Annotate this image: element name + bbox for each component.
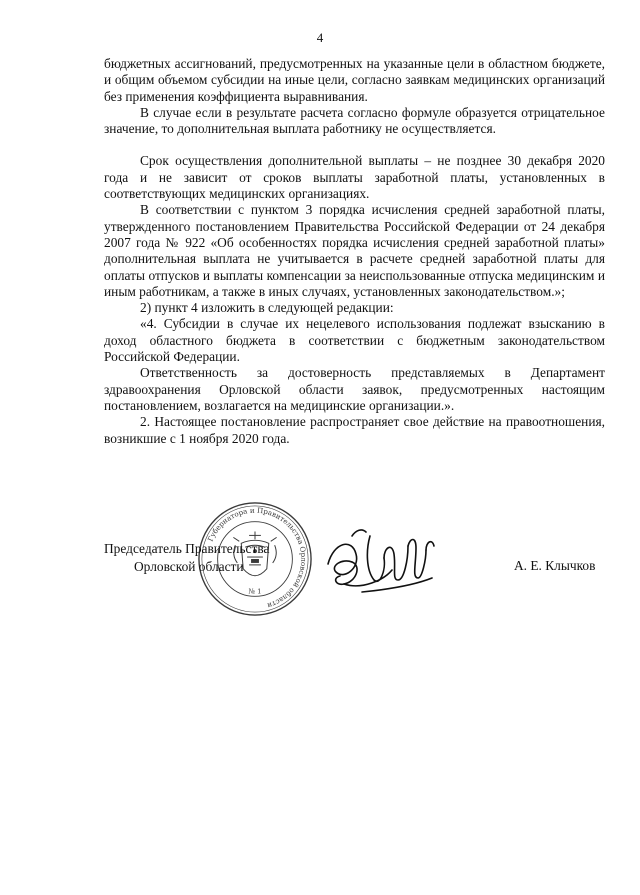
- paragraph-5: 2) пункт 4 изложить в следующей редакции:: [140, 300, 394, 316]
- paragraph-4: В соответствии с пунктом 3 порядка исчисления средней заработной платы, утвержденного постановлением Правительства Российской Федерации от 24 декабря 2007 года № 922 «Об особенностях порядка исчисления средней заработной платы» дополнительная выплата не учитывается в расчете средней заработной платы для оплаты отпусков и выплаты компенсации за неиспользованные отпуска медицинским и иным работникам, а также в иных случаях, установленных законодательством.»;: [104, 202, 605, 299]
- paragraph-1: бюджетных ассигнований, предусмотренных на указанные цели в областном бюджете, и общим объемом субсидии на иные цели, согласно заявкам медицинских организаций без применения коэффициента выравнивания.: [104, 56, 605, 104]
- paragraph-3: Срок осуществления дополнительной выплаты – не позднее 30 декабря 2020 года и не зависит от сроков выплаты заработной платы, установленных в соответствующих медицинских организациях.: [104, 153, 605, 202]
- seal-text: Губернатора и Правительства Орловской области: [205, 505, 309, 611]
- signer-name: А. Е. Клычков: [514, 558, 596, 573]
- seal-number: № 1: [248, 587, 262, 596]
- position-line-2: Орловской области: [134, 559, 244, 574]
- paragraph-7: Ответственность за достоверность представляемых в Департамент здравоохранения Орловской области заявок, предусмотренных настоящим постановлением, возлагается на медицинские организации.».: [104, 365, 605, 413]
- position-line-1: Председатель Правительства: [104, 541, 270, 556]
- paragraph-6: «4. Субсидии в случае их нецелевого использования подлежат взысканию в доход областного бюджета в соответствии с бюджетным законодательством Российской Федерации.: [104, 316, 605, 365]
- handwritten-signature-icon: [322, 520, 440, 600]
- paragraph-2: В случае если в результате расчета согласно формуле образуется отрицательное значение, то дополнительная выплата работнику не осуществляется.: [104, 104, 605, 137]
- document-body: [104, 56, 605, 447]
- page-number: 4: [316, 30, 324, 45]
- paragraph-8: 2. Настоящее постановление распространяет свое действие на правоотношения, возникшие с 1 ноября 2020 года.: [104, 414, 605, 446]
- signature-position: [104, 540, 269, 576]
